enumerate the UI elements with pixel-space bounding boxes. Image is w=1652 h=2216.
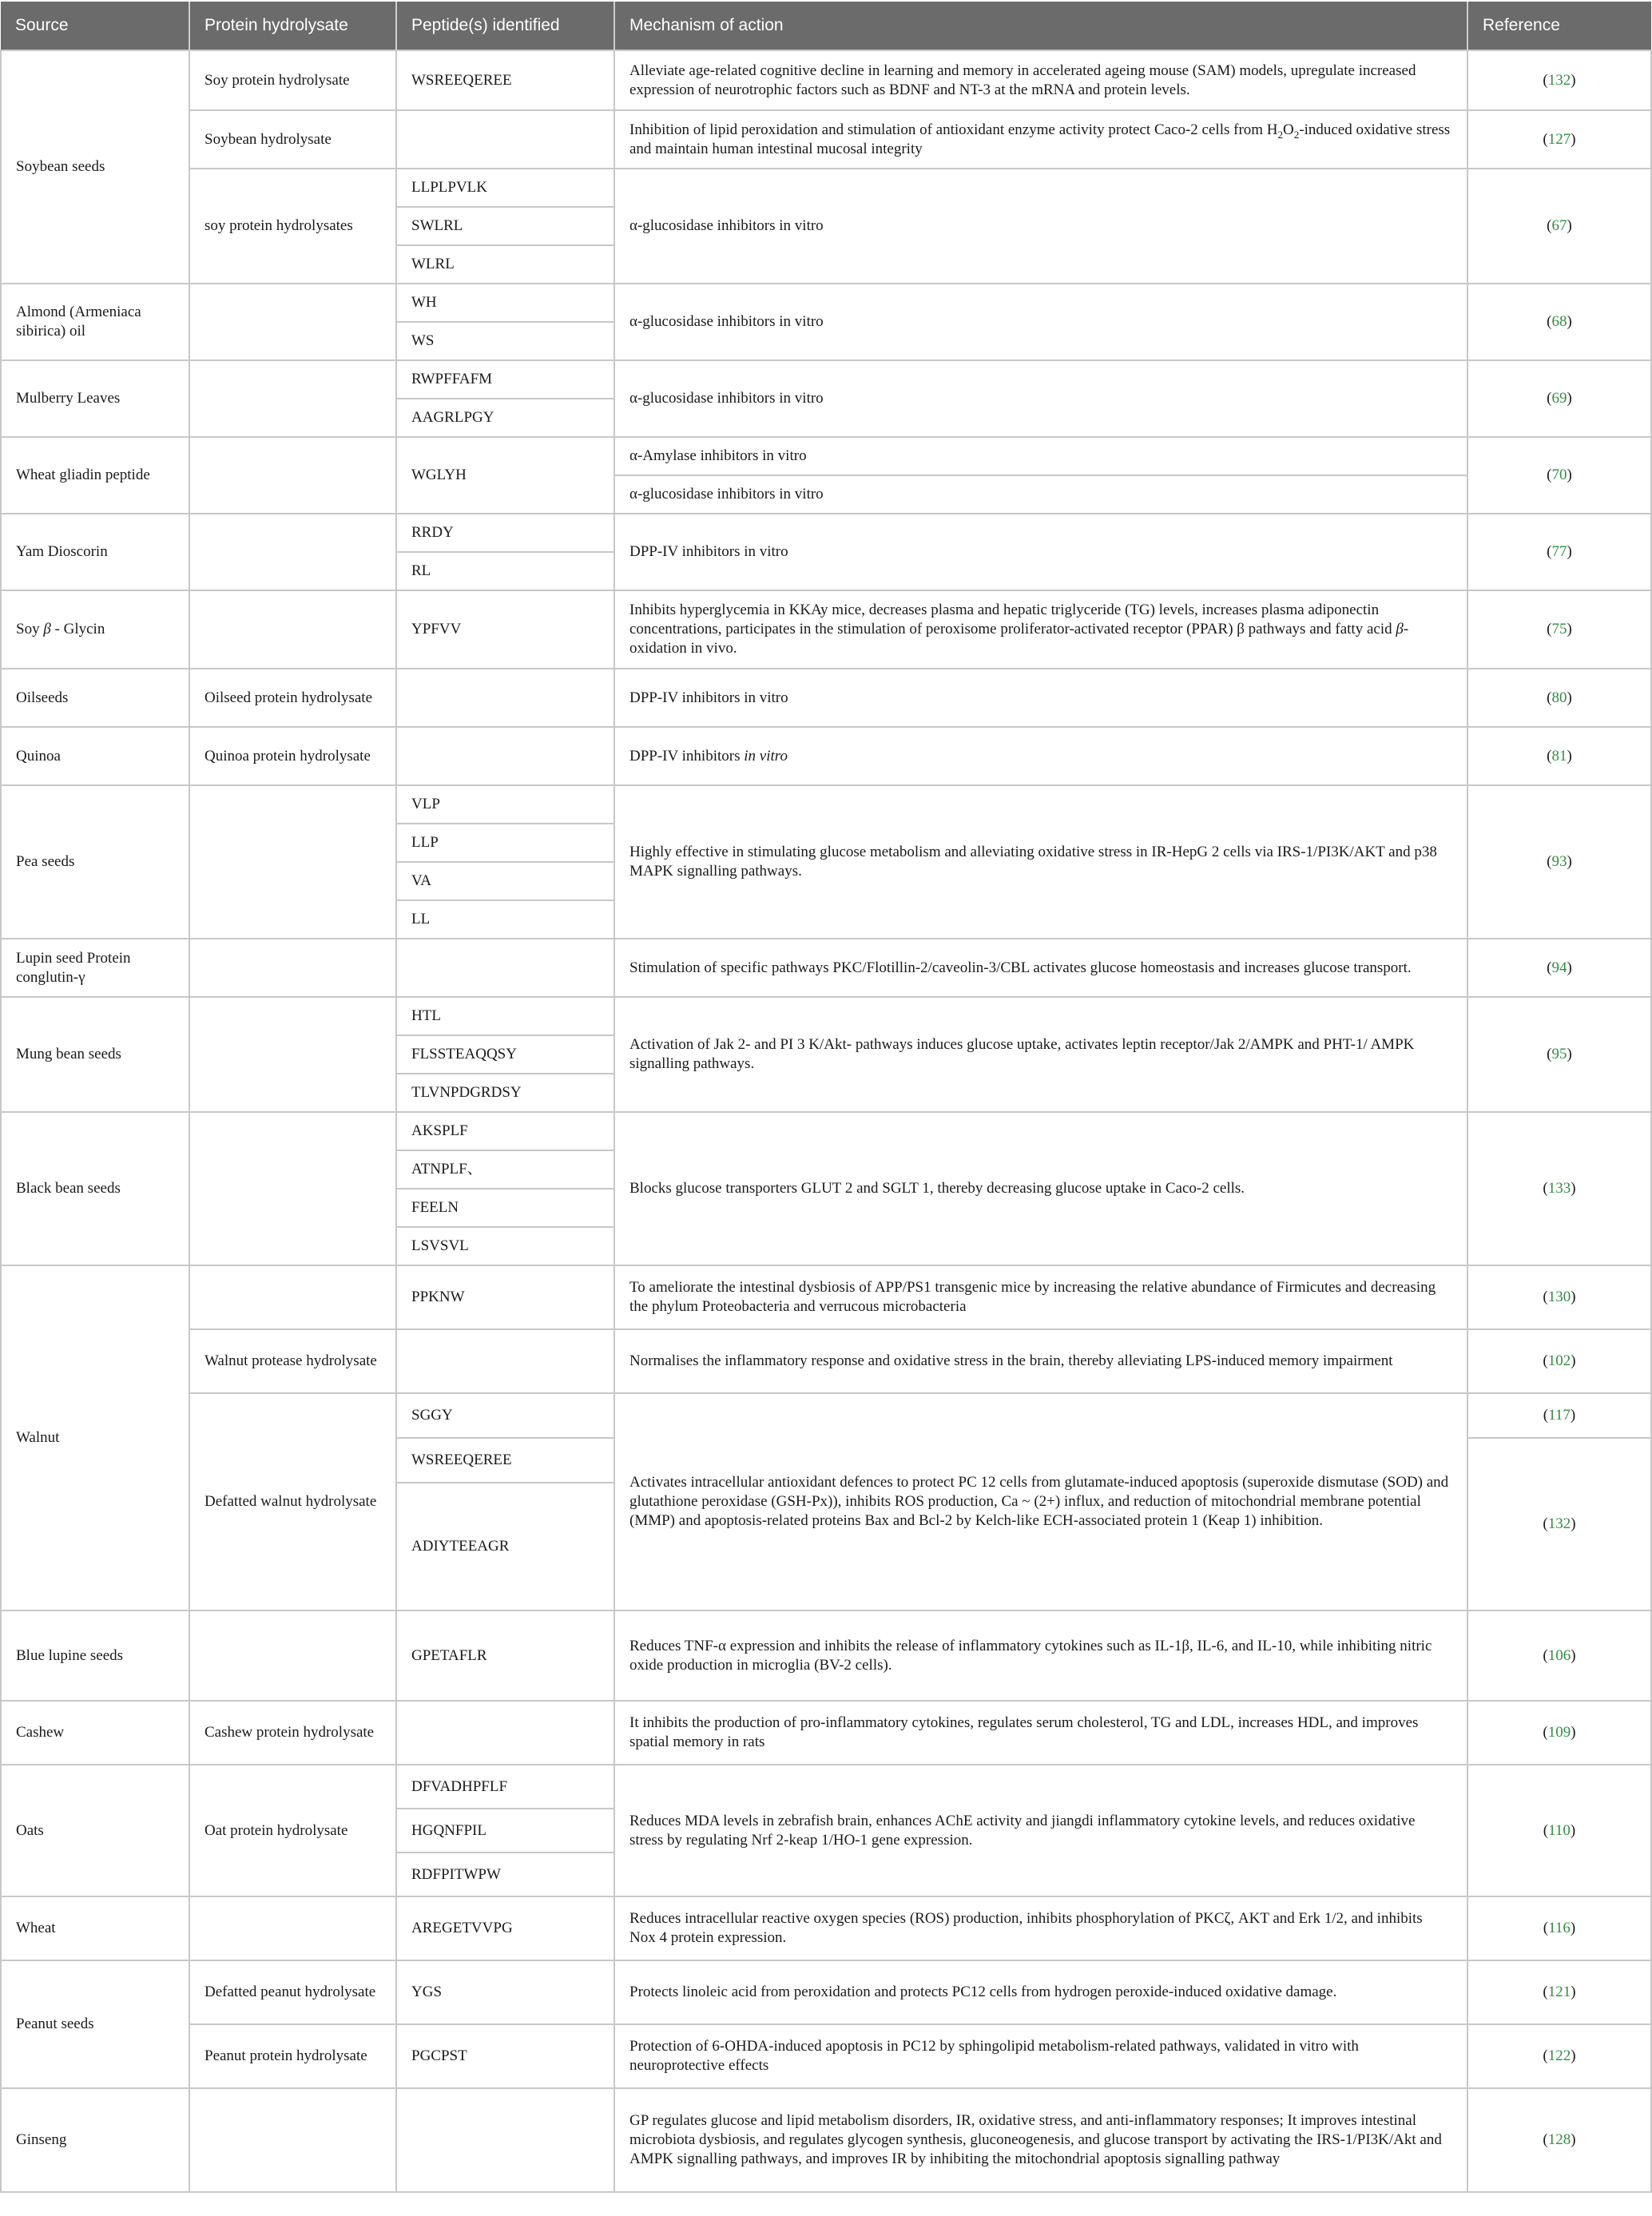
reference-link[interactable]: 70 — [1551, 467, 1567, 483]
header-mechanism: Mechanism of action — [614, 2, 1467, 50]
mechanism-italic: in vitro — [744, 747, 788, 764]
mechanism-cell: Activates intracellular antioxidant defences to protect PC 12 cells from glutamate-induced apoptosis (superoxide dismutase (SOD) and glutathione peroxidase (GSH-Px)), inhibits ROS production, Ca ~ (2+) influx, and reduction of mitochondrial membrane potential (MMP) and apoptosis-related proteins Bax and Bcl-2 by Kelch-like ECH-associated protein 1 (Keap 1) inhibition. — [614, 1393, 1467, 1610]
table-row — [1, 110, 1651, 169]
mechanism-cell: Alleviate age-related cognitive decline in learning and memory in accelerated ageing mouse (SAM) models, upregulate increased expression of neurotrophic factors such as BDNF and NT-3 at the mRNA and protein levels. — [614, 50, 1467, 110]
source-cell: Soybean seeds — [1, 50, 189, 284]
source-cell — [1, 590, 189, 669]
peptide-cell: ADIYTEEAGR — [396, 1483, 614, 1610]
reference-link[interactable]: 110 — [1548, 1821, 1571, 1839]
hydrolysate-cell — [189, 785, 396, 939]
table-row — [1, 1393, 1651, 1438]
reference-link[interactable]: 117 — [1548, 1407, 1571, 1424]
header-reference: Reference — [1467, 2, 1651, 50]
header-source: Source — [1, 2, 189, 50]
peptide-cell — [396, 1701, 614, 1765]
reference-cell: (94) — [1467, 939, 1651, 997]
table-row — [1, 1896, 1651, 1960]
source-cell: Mulberry Leaves — [1, 360, 189, 437]
hydrolysate-cell: Peanut protein hydrolysate — [189, 2024, 396, 2088]
hydrolysate-cell: Soy protein hydrolysate — [189, 50, 396, 110]
source-cell: Oats — [1, 1765, 189, 1896]
hydrolysate-cell: Oat protein hydrolysate — [189, 1765, 396, 1896]
subscript: 2 — [1277, 128, 1284, 141]
source-cell: Quinoa — [1, 727, 189, 785]
source-text: Soy — [16, 621, 44, 637]
table-row — [1, 437, 1651, 475]
table-row — [1, 2088, 1651, 2192]
reference-link[interactable]: 68 — [1551, 313, 1567, 330]
reference-link[interactable]: 81 — [1551, 747, 1567, 764]
mechanism-cell: Reduces MDA levels in zebrafish brain, enhances AChE activity and jiangdi inflammatory cytokine levels, and reduces oxidative stress by regulating Nrf 2-keap 1/HO-1 gene expression. — [614, 1765, 1467, 1896]
peptide-cell: RRDY — [396, 514, 614, 552]
peptide-cell: WH — [396, 284, 614, 322]
reference-link[interactable]: 95 — [1551, 1046, 1567, 1062]
mechanism-cell: GP regulates glucose and lipid metabolism disorders, IR, oxidative stress, and anti-inflammatory responses; It improves intestinal microbiota dysbiosis, and regulates glycogen synthesis, gluconeogenesis, and glucose transport by activating the IRS-1/PI3K/Akt and AMPK signalling pathways, and improves IR by inhibiting the mitochondrial apoptosis signalling pathway — [614, 2088, 1467, 2192]
reference-cell: (110) — [1467, 1765, 1651, 1896]
reference-link[interactable]: 102 — [1547, 1352, 1571, 1369]
source-cell: Lupin seed Protein conglutin-γ — [1, 939, 189, 997]
reference-cell: (128) — [1467, 2088, 1651, 2192]
peptide-cell: YPFVV — [396, 590, 614, 669]
mechanism-text: Inhibition of lipid peroxidation and stimulation of antioxidant enzyme activity protect Caco-2 cells from H — [629, 121, 1278, 138]
reference-link[interactable]: 67 — [1551, 217, 1567, 234]
hydrolysate-cell: Walnut protease hydrolysate — [189, 1329, 396, 1393]
peptide-cell: LSVSVL — [396, 1227, 614, 1265]
peptide-cell: SGGY — [396, 1393, 614, 1438]
peptide-cell: LLP — [396, 824, 614, 862]
peptide-cell: LL — [396, 900, 614, 939]
header-row — [1, 2, 1651, 50]
reference-cell: (132) — [1467, 1438, 1651, 1610]
peptide-cell — [396, 1329, 614, 1393]
source-cell: Wheat gliadin peptide — [1, 437, 189, 514]
peptide-cell: WSREEQEREE — [396, 50, 614, 110]
source-cell: Oilseeds — [1, 669, 189, 727]
header-hydrolysate: Protein hydrolysate — [189, 2, 396, 50]
hydrolysate-cell — [189, 590, 396, 669]
reference-cell: (121) — [1467, 1960, 1651, 2024]
table-row — [1, 727, 1651, 785]
beta-symbol: β — [1396, 621, 1404, 637]
peptide-cell: ATNPLF、 — [396, 1150, 614, 1189]
hydrolysate-cell — [189, 2088, 396, 2192]
reference-link[interactable]: 127 — [1547, 130, 1571, 148]
reference-cell: (127) — [1467, 110, 1651, 169]
reference-cell: (95) — [1467, 997, 1651, 1112]
mechanism-cell: Stimulation of specific pathways PKC/Flotillin-2/caveolin-3/CBL activates glucose homeostasis and increases glucose transport. — [614, 939, 1467, 997]
peptide-cell — [396, 727, 614, 785]
source-cell: Almond (Armeniaca sibirica) oil — [1, 284, 189, 360]
mechanism-cell: DPP-IV inhibitors in vitro — [614, 669, 1467, 727]
hydrolysate-cell: Soybean hydrolysate — [189, 110, 396, 169]
peptide-cell: AKSPLF — [396, 1112, 614, 1150]
mechanism-cell: Reduces intracellular reactive oxygen species (ROS) production, inhibits phosphorylation of PKCζ, AKT and Erk 1/2, and inhibits Nox 4 protein expression. — [614, 1896, 1467, 1960]
mechanism-cell: α-glucosidase inhibitors in vitro — [614, 284, 1467, 360]
peptide-cell: WGLYH — [396, 437, 614, 514]
mechanism-cell: Highly effective in stimulating glucose metabolism and alleviating oxidative stress in IR-HepG 2 cells via IRS-1/PI3K/AKT and p38 MAPK signalling pathways. — [614, 785, 1467, 939]
source-cell: Pea seeds — [1, 785, 189, 939]
reference-cell: (116) — [1467, 1896, 1651, 1960]
source-cell: Cashew — [1, 1701, 189, 1765]
table-row — [1, 1960, 1651, 2024]
peptide-cell: RWPFFAFM — [396, 360, 614, 399]
hydrolysate-cell — [189, 360, 396, 437]
peptide-cell: GPETAFLR — [396, 1610, 614, 1701]
reference-link[interactable]: 109 — [1547, 1724, 1571, 1741]
table-row — [1, 360, 1651, 399]
peptide-cell — [396, 939, 614, 997]
peptide-cell: AAGRLPGY — [396, 399, 614, 437]
peptide-cell: VLP — [396, 785, 614, 824]
peptide-cell: DFVADHPFLF — [396, 1765, 614, 1809]
mechanism-cell: DPP-IV inhibitors in vitro — [614, 514, 1467, 590]
source-cell: Peanut seeds — [1, 1960, 189, 2088]
mechanism-cell: Blocks glucose transporters GLUT 2 and SGLT 1, thereby decreasing glucose uptake in Caco-2 cells. — [614, 1112, 1467, 1265]
reference-link[interactable]: 130 — [1547, 1289, 1571, 1305]
hydrolysate-cell: Cashew protein hydrolysate — [189, 1701, 396, 1765]
peptide-cell — [396, 2088, 614, 2192]
hydrolysate-cell: Defatted peanut hydrolysate — [189, 1960, 396, 2024]
reference-link[interactable]: 93 — [1551, 853, 1567, 870]
reference-cell: (80) — [1467, 669, 1651, 727]
peptide-cell — [396, 669, 614, 727]
source-cell: Wheat — [1, 1896, 189, 1960]
reference-link[interactable]: 128 — [1547, 2131, 1571, 2148]
table-row — [1, 1610, 1651, 1701]
peptide-cell: SWLRL — [396, 207, 614, 245]
peptide-cell: RL — [396, 552, 614, 590]
table-row — [1, 939, 1651, 997]
mechanism-cell: To ameliorate the intestinal dysbiosis of APP/PS1 transgenic mice by increasing the relative abundance of Firmicutes and decreasing the phylum Proteobacteria and verrucous microbacteria — [614, 1265, 1467, 1329]
mechanism-cell: Normalises the inflammatory response and oxidative stress in the brain, thereby alleviating LPS-induced memory impairment — [614, 1329, 1467, 1393]
reference-link[interactable]: 80 — [1551, 689, 1567, 706]
reference-cell: (77) — [1467, 514, 1651, 590]
hydrolysate-cell — [189, 514, 396, 590]
source-cell: Black bean seeds — [1, 1112, 189, 1265]
hydrolysate-cell: Quinoa protein hydrolysate — [189, 727, 396, 785]
peptide-cell — [396, 110, 614, 169]
reference-cell: (117) — [1467, 1393, 1651, 1438]
beta-symbol: β — [43, 621, 51, 637]
hydrolysate-cell — [189, 939, 396, 997]
reference-cell: (75) — [1467, 590, 1651, 669]
mechanism-text: -oxidation in vivo. — [629, 621, 1409, 657]
peptide-cell: RDFPITWPW — [396, 1853, 614, 1896]
mechanism-text: DPP-IV inhibitors — [629, 747, 745, 764]
source-text: - Glycin — [50, 621, 105, 637]
source-cell: Yam Dioscorin — [1, 514, 189, 590]
table-row — [1, 284, 1651, 322]
hydrolysate-cell: soy protein hydrolysates — [189, 169, 396, 284]
mechanism-cell: Protects linoleic acid from peroxidation and protects PC12 cells from hydrogen peroxide-induced oxidative damage. — [614, 1960, 1467, 2024]
mechanism-text: -induced oxidative stress and maintain human intestinal mucosal integrity — [629, 121, 1451, 157]
reference-cell: (69) — [1467, 360, 1651, 437]
mechanism-cell: α-glucosidase inhibitors in vitro — [614, 169, 1467, 284]
peptide-cell: VA — [396, 862, 614, 900]
hydrolysate-cell — [189, 1112, 396, 1265]
table-row — [1, 1329, 1651, 1393]
mechanism-text: O — [1283, 121, 1294, 138]
reference-cell: (133) — [1467, 1112, 1651, 1265]
table-row — [1, 997, 1651, 1035]
mechanism-cell: α-Amylase inhibitors in vitro — [614, 437, 1467, 475]
table-row — [1, 590, 1651, 669]
mechanism-cell — [614, 110, 1467, 169]
reference-link[interactable]: 94 — [1551, 959, 1567, 976]
source-cell: Blue lupine seeds — [1, 1610, 189, 1701]
table-row — [1, 2024, 1651, 2088]
peptide-cell: WS — [396, 322, 614, 360]
mechanism-cell — [614, 727, 1467, 785]
peptide-cell: PPKNW — [396, 1265, 614, 1329]
reference-cell: (102) — [1467, 1329, 1651, 1393]
reference-cell: (122) — [1467, 2024, 1651, 2088]
table-row — [1, 1265, 1651, 1329]
table-row — [1, 169, 1651, 207]
peptide-cell: FEELN — [396, 1189, 614, 1227]
hydrolysate-cell — [189, 1265, 396, 1329]
peptide-cell: LLPLPVLK — [396, 169, 614, 207]
reference-link[interactable]: 132 — [1547, 71, 1571, 89]
source-cell: Mung bean seeds — [1, 997, 189, 1112]
table-row — [1, 1112, 1651, 1150]
peptide-cell: TLVNPDGRDSY — [396, 1074, 614, 1112]
mechanism-cell: Activation of Jak 2- and PI 3 K/Akt- pathways induces glucose uptake, activates leptin receptor/Jak 2/AMPK and PHT-1/ AMPK signalling pathways. — [614, 997, 1467, 1112]
mechanism-cell: α-glucosidase inhibitors in vitro — [614, 360, 1467, 437]
table-row — [1, 514, 1651, 552]
header-peptides: Peptide(s) identified — [396, 2, 614, 50]
reference-cell: (106) — [1467, 1610, 1651, 1701]
reference-link[interactable]: 106 — [1547, 1646, 1571, 1664]
table-row — [1, 50, 1651, 110]
mechanism-cell: α-glucosidase inhibitors in vitro — [614, 475, 1467, 514]
reference-link[interactable]: 116 — [1548, 1920, 1571, 1936]
mechanism-cell: It inhibits the production of pro-inflammatory cytokines, regulates serum cholesterol, TG and LDL, increases HDL, and improves spatial memory in rats — [614, 1701, 1467, 1765]
peptide-table — [0, 2, 1652, 2193]
reference-cell: (81) — [1467, 727, 1651, 785]
subscript: 2 — [1293, 128, 1300, 141]
mechanism-text: Inhibits hyperglycemia in KKAy mice, decreases plasma and hepatic triglyceride (TG) levels, increases plasma adiponectin concentrations, participates in the stimulation of peroxisome proliferator-activated receptor (PPAR) β pathways and fatty acid — [629, 602, 1396, 637]
mechanism-cell — [614, 590, 1467, 669]
peptide-cell: AREGETVVPG — [396, 1896, 614, 1960]
reference-cell: (132) — [1467, 50, 1651, 110]
source-cell: Walnut — [1, 1265, 189, 1610]
peptide-cell: PGCPST — [396, 2024, 614, 2088]
reference-link[interactable]: 121 — [1547, 1984, 1571, 2000]
table-row — [1, 1765, 1651, 1809]
reference-cell: (68) — [1467, 284, 1651, 360]
reference-cell: (130) — [1467, 1265, 1651, 1329]
hydrolysate-cell — [189, 284, 396, 360]
reference-link[interactable]: 75 — [1551, 621, 1567, 637]
reference-link[interactable]: 132 — [1547, 1515, 1571, 1532]
reference-link[interactable]: 77 — [1551, 543, 1567, 560]
peptide-cell: WLRL — [396, 245, 614, 284]
hydrolysate-cell — [189, 1896, 396, 1960]
reference-link[interactable]: 122 — [1547, 2047, 1571, 2064]
reference-link[interactable]: 69 — [1551, 390, 1567, 407]
reference-cell: (70) — [1467, 437, 1651, 514]
source-cell: Ginseng — [1, 2088, 189, 2192]
peptide-cell: HGQNFPIL — [396, 1809, 614, 1853]
hydrolysate-cell: Defatted walnut hydrolysate — [189, 1393, 396, 1610]
reference-cell: (109) — [1467, 1701, 1651, 1765]
table-row — [1, 1701, 1651, 1765]
hydrolysate-cell — [189, 997, 396, 1112]
mechanism-cell: Reduces TNF-α expression and inhibits the release of inflammatory cytokines such as IL-1β, IL-6, and IL-10, while inhibiting nitric oxide production in microglia (BV-2 cells). — [614, 1610, 1467, 1701]
peptide-cell: FLSSTEAQQSY — [396, 1035, 614, 1074]
peptide-cell: HTL — [396, 997, 614, 1035]
hydrolysate-cell — [189, 1610, 396, 1701]
reference-link[interactable]: 133 — [1547, 1180, 1571, 1197]
hydrolysate-cell — [189, 437, 396, 514]
reference-cell: (67) — [1467, 169, 1651, 284]
table-row — [1, 785, 1651, 824]
reference-cell: (93) — [1467, 785, 1651, 939]
peptide-cell: YGS — [396, 1960, 614, 2024]
hydrolysate-cell: Oilseed protein hydrolysate — [189, 669, 396, 727]
mechanism-cell: Protection of 6-OHDA-induced apoptosis in PC12 by sphingolipid metabolism-related pathways, validated in vitro with neuroprotective effects — [614, 2024, 1467, 2088]
peptide-cell: WSREEQEREE — [396, 1438, 614, 1483]
table-row — [1, 669, 1651, 727]
